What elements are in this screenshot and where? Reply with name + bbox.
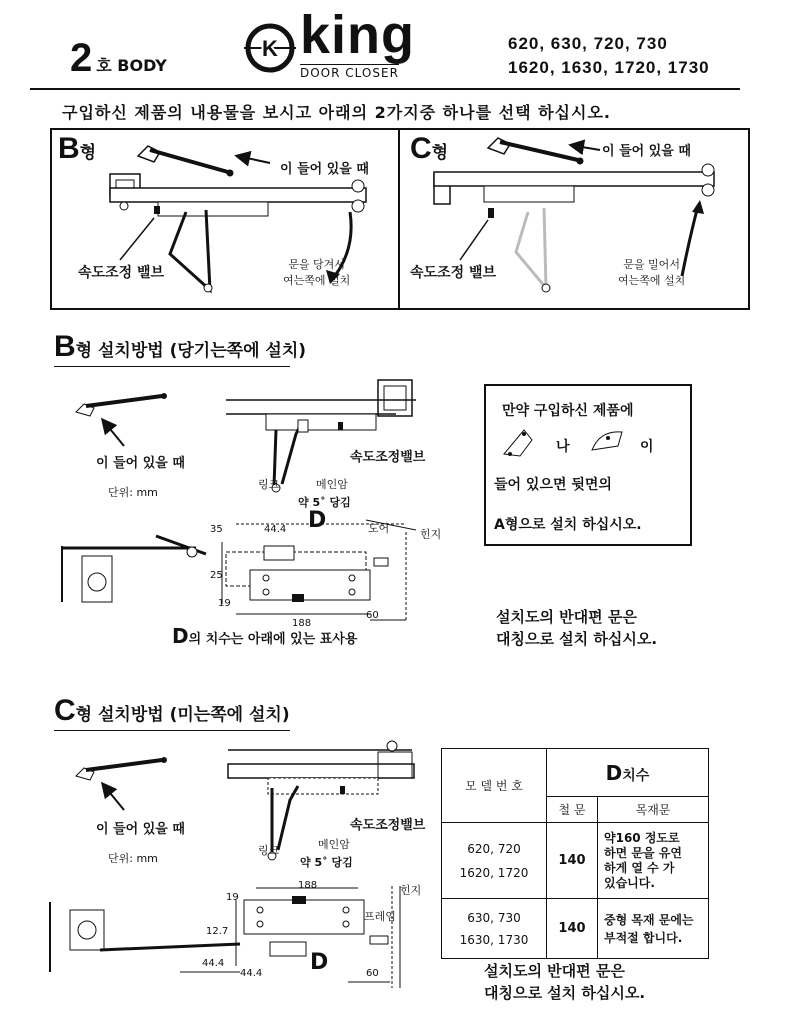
section-c-dim-a: 19	[226, 892, 239, 903]
table-row-models-l2: 1620, 1720	[459, 865, 529, 880]
section-c-angle: 약 5˚ 당김	[300, 856, 353, 869]
table-row-wood-l2: 하면 문을 유연	[604, 845, 682, 860]
section-c-main-arm: 메인암	[318, 838, 350, 851]
mirror-note-b-l2: 대칭으로 설치 하십시오.	[496, 630, 658, 648]
header-body-label	[70, 36, 167, 81]
type-b-install-l2: 여는쪽에 설치	[283, 274, 351, 287]
section-b-title	[54, 330, 306, 364]
logo-letter: K	[262, 36, 278, 61]
type-c-arm-note: 이 들어 있을 때	[602, 144, 691, 159]
type-b-suffix: 형	[79, 143, 97, 163]
section-b-dim-f: 60	[366, 610, 379, 621]
type-c-install-l2: 여는쪽에 설치	[618, 274, 686, 287]
section-b-letter: B	[54, 330, 76, 363]
table-d-header	[547, 749, 709, 797]
type-b-valve-label: 속도조정 밸브	[78, 265, 165, 281]
mirror-note-c-l2: 대칭으로 설치 하십시오.	[484, 984, 646, 1002]
table-d-header-text: 치수	[622, 767, 650, 784]
section-b-dim-d: 19	[218, 598, 231, 609]
section-b-door: 도어	[368, 522, 390, 535]
table-row-wood-l1: 중형 목재 문에는	[604, 912, 694, 927]
table-row-models	[442, 823, 547, 899]
brand-name: king	[300, 5, 416, 65]
header-rule	[30, 88, 740, 90]
model-list-line1: 620, 630, 720, 730	[508, 34, 668, 53]
type-b-install-note	[283, 256, 350, 288]
notice-line1: 만약 구입하신 제품에	[502, 403, 634, 419]
section-c-dim-diagram	[40, 880, 440, 1000]
section-c-dim-c: 12.7	[206, 926, 229, 937]
type-b-arm-note: 이 들어 있을 때	[280, 162, 369, 177]
type-c-letter: C	[410, 132, 432, 165]
section-b-d-label: D	[308, 508, 327, 533]
instruction: 구입하신 제품의 내용물을 보시고 아래의 2가지중 하나를 선택 하십시오.	[62, 103, 611, 122]
section-c-frame: 프레임	[364, 910, 396, 923]
table-row-wood-l2: 부적절 합니다.	[604, 930, 683, 945]
body-suffix: 호 BODY	[96, 56, 167, 75]
table-row-models-l1: 620, 720	[467, 841, 521, 856]
table-row-steel: 140	[547, 899, 598, 959]
table-row-wood	[598, 899, 709, 959]
mirror-note-b	[496, 606, 657, 650]
type-c-suffix: 형	[431, 143, 449, 163]
table-model-header: 모 델 번 호	[442, 749, 547, 823]
notice-line3: 들어 있으면 뒷면의	[494, 477, 612, 493]
arm-part-icon	[138, 146, 233, 176]
section-b-d-note-letter: D	[172, 624, 189, 648]
section-b-dim-c: 25	[210, 570, 223, 581]
section-b-main-arm: 메인암	[316, 478, 348, 491]
section-b-underline	[54, 366, 290, 367]
section-c-hinge: 힌지	[400, 884, 422, 897]
table-d-header-letter: D	[605, 760, 623, 785]
section-c-valve: 속도조정밸브	[350, 818, 426, 833]
notice-end: 이	[640, 439, 654, 455]
section-c-d-label: D	[310, 950, 329, 975]
section-b-dim-e: 188	[292, 618, 312, 629]
notice-bracket-a-icon	[500, 424, 540, 464]
section-b-dim-b: 44.4	[264, 524, 287, 535]
section-c-title	[54, 694, 290, 728]
section-c-underline	[54, 730, 290, 731]
section-b-arm-icon	[70, 388, 190, 448]
section-c-dim-b: 188	[298, 880, 318, 891]
type-c-valve-label: 속도조정 밸브	[410, 265, 497, 281]
section-b-d-note-text: 의 치수는 아래에 있는 표사용	[188, 632, 358, 647]
model-list-line2: 1620, 1630, 1720, 1730	[508, 58, 710, 77]
mirror-note-b-l1: 설치도의 반대편 문은	[496, 608, 637, 626]
section-c-title-text: 형 설치방법 (미는쪽에 설치)	[75, 705, 290, 725]
section-b-dim-diagram	[56, 512, 456, 632]
section-b-d-note	[172, 624, 357, 648]
type-c-install-l1: 문을 밀어서	[623, 258, 680, 271]
type-b-install-l1: 문을 당겨서	[288, 258, 345, 271]
type-b-letter: B	[58, 132, 80, 165]
section-c-arm-note: 이 들어 있을 때	[96, 822, 185, 837]
body-number: 2	[70, 36, 93, 80]
section-c-letter: C	[54, 694, 76, 727]
section-c-link: 링크	[258, 844, 280, 857]
arm-part-icon	[488, 138, 583, 164]
mirror-note-c	[484, 960, 645, 1004]
table-row-wood-l4: 있습니다.	[604, 875, 655, 890]
brand-sub: DOOR CLOSER	[300, 66, 399, 80]
section-b-angle: 약 5˚ 당김	[298, 496, 351, 509]
section-b-hinge: 힌지	[420, 528, 442, 541]
table-steel-header: 철 문	[547, 797, 598, 823]
notice-line4: A형으로 설치 하십시오.	[494, 517, 642, 533]
model-list	[508, 32, 710, 80]
notice-mid: 나	[556, 439, 570, 455]
table-row-wood-l3: 하게 열 수 가	[604, 860, 675, 875]
table-row-models	[442, 899, 547, 959]
section-b-dim-a: 35	[210, 524, 223, 535]
section-b-unit: 단위: mm	[108, 486, 158, 499]
table-wood-header: 목재문	[598, 797, 709, 823]
section-b-title-text: 형 설치방법 (당기는쪽에 설치)	[75, 341, 307, 361]
table-row-wood-l1: 약160 정도로	[604, 830, 680, 845]
section-c-dim-d: 44.4	[202, 958, 225, 969]
table-row	[442, 899, 709, 959]
king-logo	[242, 5, 452, 84]
table-row-models-l1: 630, 730	[467, 910, 521, 925]
section-b-valve: 속도조정밸브	[350, 450, 426, 465]
section-c-dim-e: 44.4	[240, 968, 263, 979]
section-b-arm-note: 이 들어 있을 때	[96, 456, 185, 471]
table-row-wood	[598, 823, 709, 899]
section-c-unit: 단위: mm	[108, 852, 158, 865]
table-row	[442, 823, 709, 899]
type-c-install-note	[618, 256, 685, 288]
section-b-link: 링크	[258, 478, 280, 491]
logo-k-circle-icon	[242, 20, 298, 76]
d-dimension-table	[441, 748, 709, 959]
mirror-note-c-l1: 설치도의 반대편 문은	[484, 962, 625, 980]
notice-bracket-b-icon	[588, 424, 632, 464]
section-c-arm-icon	[70, 752, 190, 812]
table-row-steel: 140	[547, 823, 598, 899]
table-row-models-l2: 1630, 1730	[459, 932, 529, 947]
section-c-dim-f: 60	[366, 968, 379, 979]
